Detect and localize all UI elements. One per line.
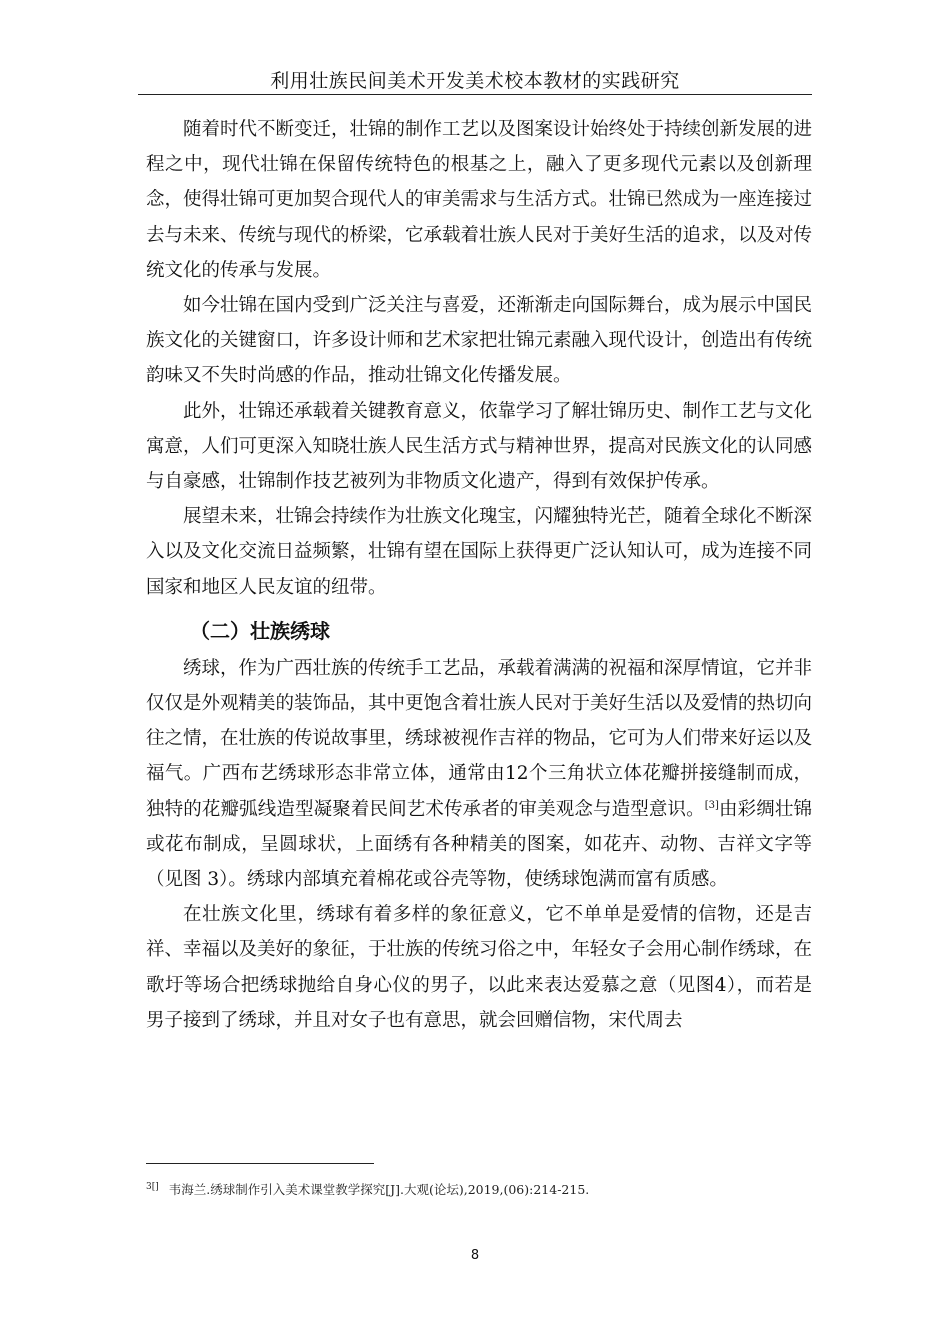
footnote-text: 韦海兰.绣球制作引入美术课堂教学探究[J].大观(论坛),2019,(06):214-215. xyxy=(168,1182,590,1197)
page-number: 8 xyxy=(470,1248,480,1263)
paragraph-4: 展望未来，壮锦会持续作为壮族文化瑰宝，闪耀独特光芒，随着全球化不断深入以及文化交流日益频繁，壮锦有望在国际上获得更广泛认知认可，成为连接不同国家和地区人民友谊的纽带。 xyxy=(146,506,813,598)
paragraph-5 xyxy=(146,651,812,897)
paragraph-5-text-b: 由彩绸壮锦或花布制成，呈圆球状，上面绣有各种精美的图案，如花卉、动物、吉祥文字等（见图 3）。绣球内部填充着棉花或谷壳等物，使绣球饱满而富有质感。 xyxy=(146,798,812,891)
paragraph-1: 随着时代不断变迁，壮锦的制作工艺以及图案设计始终处于持续创新发展的进程之中，现代壮锦在保留传统特色的根基之上，融入了更多现代元素以及创新理念，使得壮锦可更加契合现代人的审美需求与生活方式。壮锦已然成为一座连接过去与未来、传统与现代的桥梁，它承载着壮族人民对于美好生活的追求，以及对传统文化的传承与发展。 xyxy=(146,119,813,281)
header-divider xyxy=(138,94,812,95)
main-text xyxy=(146,112,812,1038)
footnote-divider xyxy=(146,1163,374,1164)
running-header: 利用壮族民间美术开发美术校本教材的实践研究 xyxy=(270,70,680,92)
citation-marker[interactable]: [3] xyxy=(704,799,719,811)
footnote-mark: 3[] xyxy=(146,1181,159,1192)
paragraph-5-text-a: 绣球，作为广西壮族的传统手工艺品，承载着满满的祝福和深厚情谊，它并非仅仅是外观精美的装饰品，其中更饱含着壮族人民对于美好生活以及爱情的热切向往之情，在壮族的传说故事里，绣球被视作吉祥的物品，它可为人们带来好运以及福气。广西布艺绣球形态非常立体，通常由12个三角状立体花瓣拼接缝制而成，独特的花瓣弧线造型凝聚着民间艺术传承者的审美观念与造型意识。 xyxy=(146,657,813,820)
footnote xyxy=(146,1180,589,1198)
section-heading: （二）壮族绣球 xyxy=(190,618,330,643)
paragraph-2: 如今壮锦在国内受到广泛关注与喜爱，还渐渐走向国际舞台，成为展示中国民族文化的关键窗口，许多设计师和艺术家把壮锦元素融入现代设计，创造出有传统韵味又不失时尚感的作品，推动壮锦文化传播发展。 xyxy=(146,295,813,387)
paragraph-6: 在壮族文化里，绣球有着多样的象征意义，它不单单是爱情的信物，还是吉祥、幸福以及美好的象征，于壮族的传统习俗之中，年轻女子会用心制作绣球，在歌圩等场合把绣球抛给自身心仪的男子，以此来表达爱慕之意（见图4），而若是男子接到了绣球，并且对女子也有意思，就会回赠信物，宋代周去 xyxy=(146,904,813,1031)
paragraph-3: 此外，壮锦还承载着关键教育意义，依靠学习了解壮锦历史、制作工艺与文化寓意，人们可更深入知晓壮族人民生活方式与精神世界，提高对民族文化的认同感与自豪感，壮锦制作技艺被列为非物质文化遗产，得到有效保护传承。 xyxy=(146,400,813,493)
